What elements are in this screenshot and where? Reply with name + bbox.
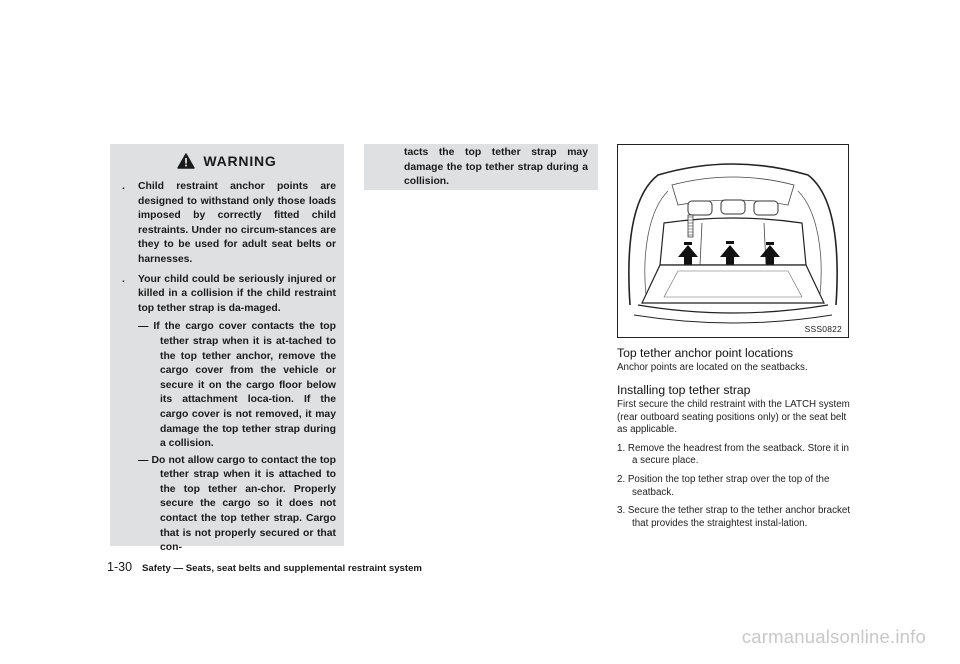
cargo-area-illustration (617, 144, 849, 338)
install-steps (617, 443, 855, 531)
section-heading: Top tether anchor point locations (617, 346, 794, 360)
page-footer (107, 560, 422, 574)
warning-box-continued (364, 144, 598, 190)
warning-header (110, 146, 344, 176)
warning-box (110, 144, 344, 554)
running-title: Safety — Seats, seat belts and supplemental restraint system (142, 563, 422, 574)
figure-code: SSS0822 (804, 324, 842, 334)
warning-sub-list (138, 320, 336, 556)
warning-sub-item: — Do not allow cargo to contact the top tether strap when it is attached to the top tether an-chor. Properly secure the cargo so it does not contact the top tether strap. Cargo that is not properly secured or that con- (138, 454, 336, 554)
section-heading: Installing top tether strap (617, 383, 751, 397)
step-item: 3. Secure the tether strap to the tether anchor bracket that provides the straightest instal-lation. (617, 505, 851, 529)
warning-item-text: Your child could be seriously injured or killed in a collision if the child restraint top tether strap is da-maged. (138, 273, 336, 314)
warning-title: WARNING (203, 153, 277, 169)
install-section (617, 383, 855, 536)
tether-anchor-diagram (618, 145, 848, 337)
section-body: Anchor points are located on the seatbacks. (617, 362, 808, 373)
bullet-marker: . (122, 181, 125, 192)
warning-continuation: tacts the top tether strap may damage the top tether strap during a collision. (404, 147, 588, 188)
warning-list (110, 180, 344, 556)
step-item: 2. Position the top tether strap over the top of the seatback. (617, 473, 830, 498)
anchor-section (617, 346, 855, 375)
warning-item (120, 273, 336, 556)
section-body: First secure the child restraint with the LATCH system (rear outboard seating positions only) or the seat belt as applicable. (617, 399, 850, 436)
page-number: 1-30 (107, 560, 133, 574)
watermark: carmanualsonline.info (741, 626, 926, 647)
bullet-marker: . (122, 273, 125, 285)
warning-triangle-icon (177, 153, 195, 169)
warning-item-text: Child restraint anchor points are designed to withstand only those loads imposed by correctly fitted child restraints. Under no circum-stances are they to be used for adult seat belts or harnesses. (138, 181, 336, 265)
warning-sub-item: — If the cargo cover contacts the top tether strap when it is at-tached to the top tether anchor, remove the cargo cover from the vehicle or secure it on the cargo floor below its attachment loca-tion. If the cargo cover is not removed, it may damage the top tether strap during a collision. (138, 321, 336, 450)
warning-item (120, 180, 336, 268)
step-item: 1. Remove the headrest from the seatback. Store it in a secure place. (617, 442, 849, 467)
